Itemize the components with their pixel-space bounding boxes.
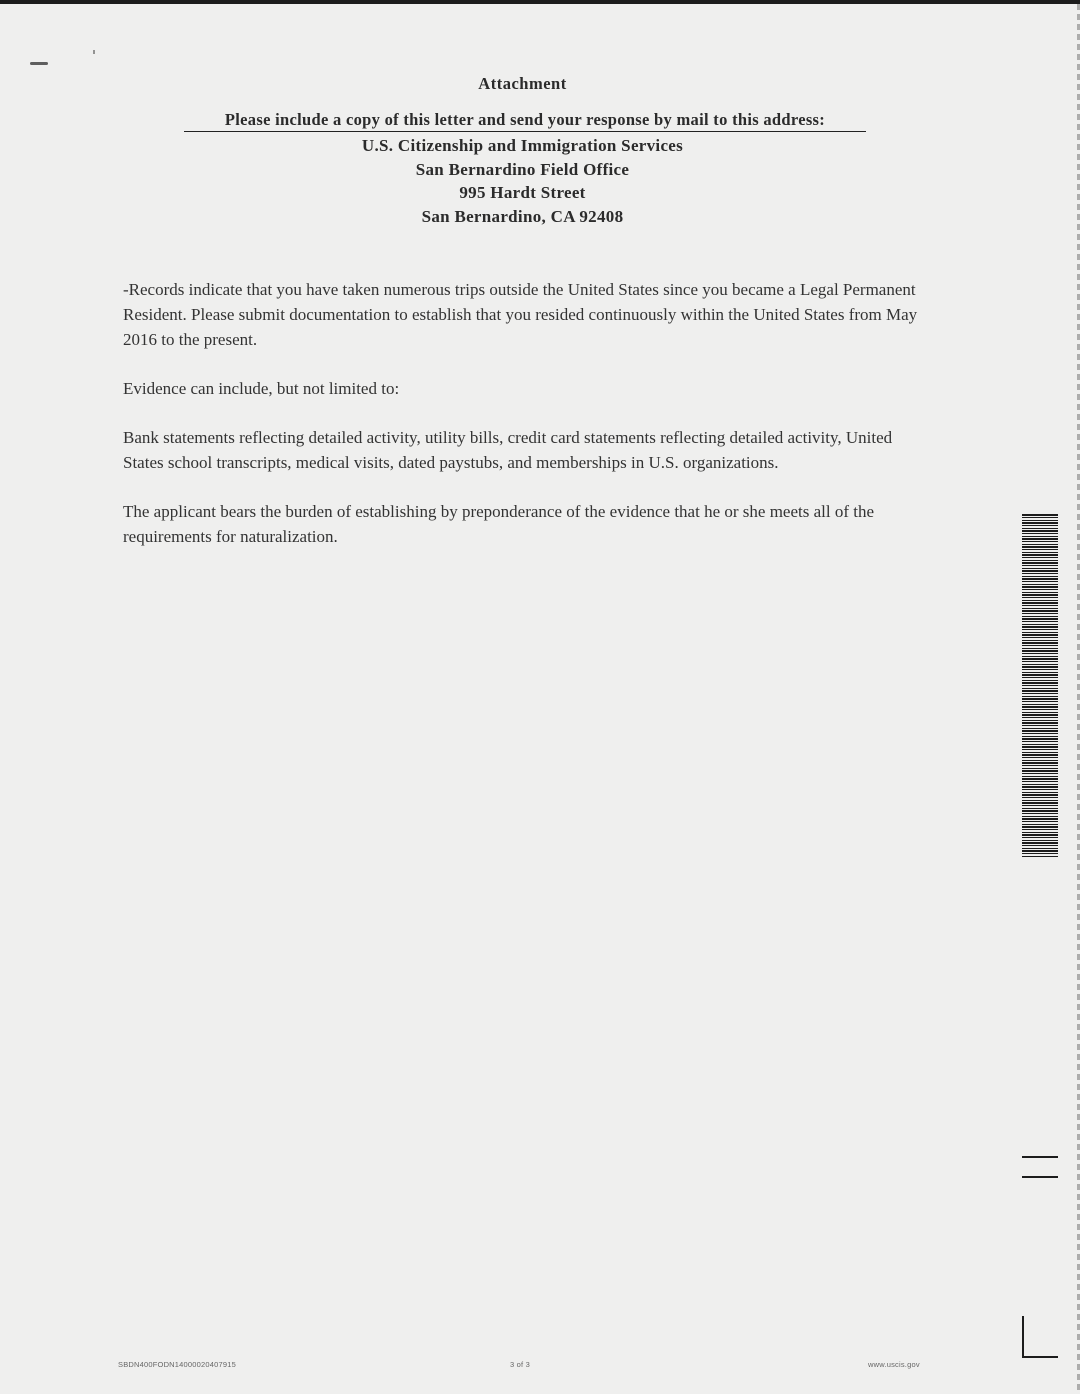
mailing-address [0,134,1045,228]
ink-speck [93,50,95,54]
address-line-city: San Bernardino, CA 92408 [421,206,624,226]
omr-mark-2 [1022,1176,1058,1178]
omr-mark-1 [1022,1156,1058,1158]
ink-smudge [30,62,48,65]
page-title: Attachment [478,74,567,93]
address-line-office: San Bernardino Field Office [415,159,630,179]
address-line-agency: U.S. Citizenship and Immigration Services [361,136,684,155]
vertical-barcode [1022,514,1058,857]
footer-form-code: SBDN400FODN14000020407915 [118,1360,236,1369]
mailing-instruction: Please include a copy of this letter and send your response by mail to this address: [184,110,866,132]
letter-body [123,277,923,573]
footer-website: www.uscis.gov [868,1360,920,1369]
footer-page-indicator: 3 of 3 [510,1360,530,1369]
paragraph-burden: The applicant bears the burden of establishing by preponderance of the evidence that he or she meets all of the requirements for naturalization. [123,502,875,546]
paragraph-evidence-intro: Evidence can include, but not limited to: [123,379,400,398]
address-line-street: 995 Hardt Street [459,183,586,202]
paragraph-records: -Records indicate that you have taken numerous trips outside the United States since you became a Legal Permanent Resident. Please submit documentation to establish that you resided continuously within the United States from May 2016 to the present. [123,280,918,349]
omr-mark-3 [1022,1356,1058,1358]
omr-vertical-mark [1022,1316,1024,1356]
paragraph-evidence-list: Bank statements reflecting detailed activity, utility bills, credit card statements reflecting detailed activity, United States school transcripts, medical visits, dated paystubs, and memberships in U.S. organizations. [123,428,893,472]
